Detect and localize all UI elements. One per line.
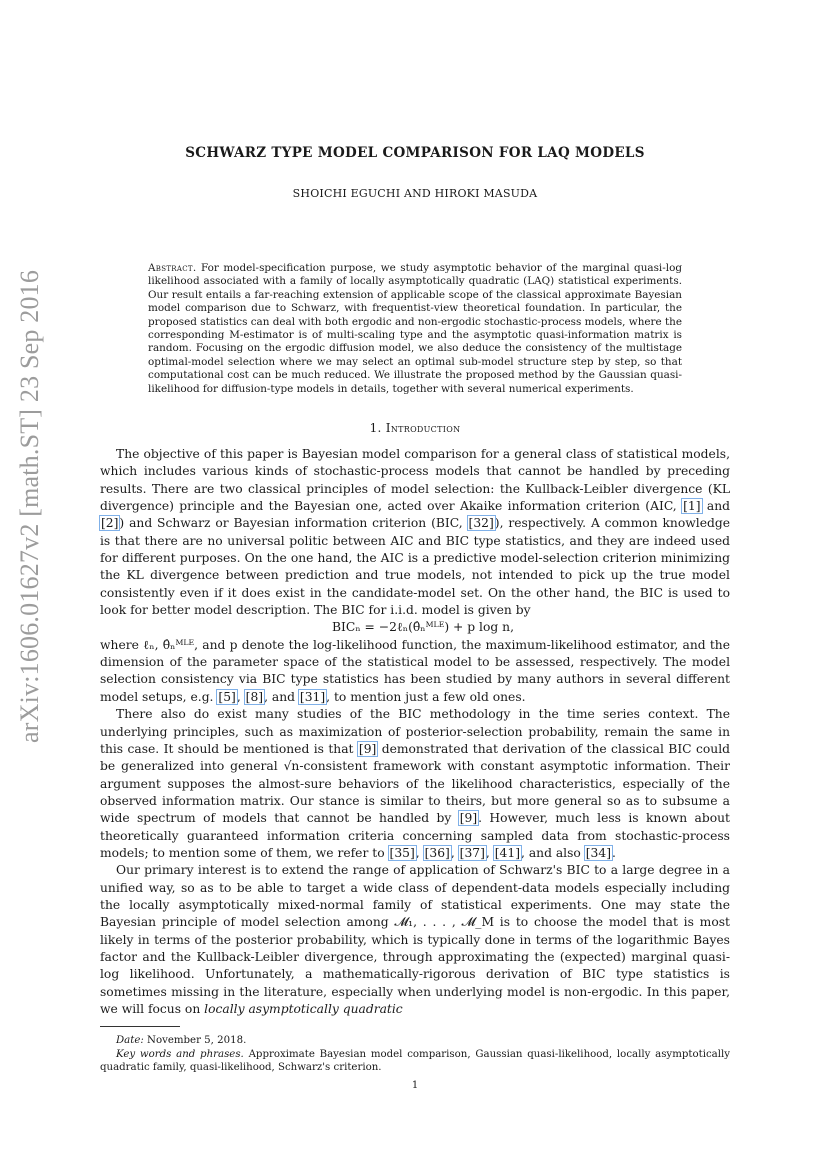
- citation-link[interactable]: [8]: [245, 689, 264, 704]
- citation-link[interactable]: [35]: [389, 845, 415, 860]
- paragraph-text: ,: [415, 845, 424, 860]
- paragraph-text: , to mention just a few old ones.: [326, 689, 526, 704]
- paragraph-text: The objective of this paper is Bayesian model comparison for a general class of statistical models, which includes various kinds of stochastic-process models that cannot be handled by preceding results. There are two classical principles of model selection: the Kullback-Leibler divergence (KL divergence) principle and the Bayesian one, acted over Akaike information criterion (AIC,: [100, 447, 730, 514]
- paragraph-text: .: [612, 845, 616, 860]
- citation-link[interactable]: [41]: [494, 845, 520, 860]
- paragraph-text: and: [701, 499, 730, 514]
- citation-link[interactable]: [34]: [585, 845, 611, 860]
- paragraph-text: ) and Schwarz or Bayesian information criterion (BIC,: [119, 516, 468, 531]
- keywords-value: Approximate Bayesian model comparison, Gaussian quasi-likelihood, locally asymptotically quadratic family, quasi-likelihood, Schwarz's criterion.: [100, 1048, 731, 1074]
- paragraph-text: ,: [450, 845, 459, 860]
- introduction-body: [100, 446, 730, 1018]
- paragraph-3: [100, 706, 730, 862]
- paragraph-text: , and: [264, 689, 299, 704]
- citation-link[interactable]: [2]: [101, 516, 119, 531]
- paper-title: SCHWARZ TYPE MODEL COMPARISON FOR LAQ MODELS: [185, 145, 645, 161]
- paragraph-text: demonstrated that derivation of the classical BIC could be generalized into general √n-consistent framework with constant asymptotic information. Their argument supposes the almost-sure behaviors of the likelihood characteristics, especially of the observed information matrix. Our stance is similar to theirs, but more general so as to subsume a wide spectrum of models that cannot be handled by: [100, 741, 731, 826]
- page-number: 1: [411, 1080, 419, 1091]
- paragraph-2: [100, 637, 730, 706]
- abstract-text: For model-specification purpose, we study asymptotic behavior of the marginal quasi-log likelihood associated with a family of locally asymptotically quadratic (LAQ) statistical experiments. Our result entails a far-reaching extension of applicable scope of the classical approximate Bayesian model comparison due to Schwarz, with frequentist-view theoretical foundation. In particular, the proposed statistics can deal with both ergodic and non-ergodic stochastic-process models, where the corresponding M-estimator is of multi-scaling type and the asymptotic quasi-information matrix is random. Focusing on the ergodic diffusion model, we also deduce the consistency of the multistage optimal-model selection where we may select an optimal sub-model structure step by step, so that computational cost can be much reduced. We illustrate the proposed method by the Gaussian quasi-likelihood for diffusion-type models in details, together with several numerical experiments.: [148, 262, 682, 395]
- abstract-label: Abstract.: [148, 262, 197, 274]
- arxiv-identifier-stamp: arXiv:1606.01627v2 [math.ST] 23 Sep 2016: [15, 269, 44, 743]
- citation-link[interactable]: [5]: [218, 689, 236, 704]
- keywords-label: Key words and phrases.: [116, 1048, 244, 1060]
- paragraph-text: There also do exist many studies of the BIC methodology in the time series context. The underlying principles, such as maximization of posterior-selection probability, remain the same in this case. It should be mentioned is that: [100, 707, 730, 756]
- footnotes: [100, 1034, 730, 1075]
- paragraph-text: Our primary interest is to extend the range of application of Schwarz's BIC to a large degree in a unified way, so as to be able to target a wide class of dependent-data models especially including the locally asymptotically mixed-normal family of statistical experiments. One may state the Bayesian principle of model selection among 𝓜₁, . . . , 𝓜_M is to choose the model that is most likely in terms of the posterior probability, which is typically done in terms of the logarithmic Bayes factor and the Kullback-Leibler divergence, through approximating the (expected) marginal quasi-log likelihood. Unfortunately, a mathematically-rigorous derivation of BIC type statistics is sometimes missing in the literature, especially when underlying model is non-ergodic. In this paper, we will focus on: [100, 863, 730, 1016]
- paragraph-text: where ℓₙ, θ̂ₙᴹᴸᴱ, and p denote the log-likelihood function, the maximum-likelihood estimator, and the dimension of the parameter space of the statistical model to be assessed, respectively. The model selection consistency via BIC type statistics has been studied by many authors in several different model setups, e.g.: [100, 637, 730, 704]
- section-heading-introduction: 1. Introduction: [369, 421, 461, 435]
- paragraph-text: , and also: [521, 845, 585, 860]
- citation-link[interactable]: [32]: [468, 516, 494, 531]
- paragraph-text: ), respectively. A common knowledge is that there are no universal politic between AIC and BIC type statistics, and they are indeed used for different purposes. On the one hand, the AIC is a predictive model-selection criterion minimizing the KL divergence between prediction and true models, not intended to pick up the true model consistently even if it does exist in the candidate-model set. On the other hand, the BIC is used to look for better model description. The BIC for i.i.d. model is given by: [100, 516, 731, 618]
- citation-link[interactable]: [9]: [358, 741, 377, 756]
- paragraph-1: [100, 446, 730, 619]
- bic-equation: BICₙ = −2ℓₙ(θ̂ₙᴹᴸᴱ) + p log n,: [332, 620, 514, 635]
- footnote-divider: [100, 1026, 180, 1027]
- date-label: Date:: [116, 1035, 144, 1046]
- abstract: [148, 262, 682, 396]
- date-value: November 5, 2018.: [143, 1035, 247, 1046]
- citation-link[interactable]: [1]: [683, 499, 701, 514]
- citation-link[interactable]: [31]: [299, 689, 326, 704]
- emphasis-text: locally asymptotically quadratic: [204, 1002, 403, 1016]
- citation-link[interactable]: [9]: [459, 811, 478, 826]
- paragraph-4: [100, 862, 730, 1018]
- paragraph-text: ,: [236, 689, 245, 704]
- paper-authors: SHOICHI EGUCHI AND HIROKI MASUDA: [292, 187, 538, 200]
- citation-link[interactable]: [37]: [459, 845, 485, 860]
- paragraph-text: ,: [485, 845, 494, 860]
- paragraph-text: . However, much less is known about theoretically guaranteed information criteria concerning sampled data from stochastic-process models; to mention some of them, we refer to: [100, 811, 730, 860]
- footnote-keywords: [100, 1048, 730, 1075]
- footnote-date: [100, 1034, 730, 1048]
- citation-link[interactable]: [36]: [424, 845, 450, 860]
